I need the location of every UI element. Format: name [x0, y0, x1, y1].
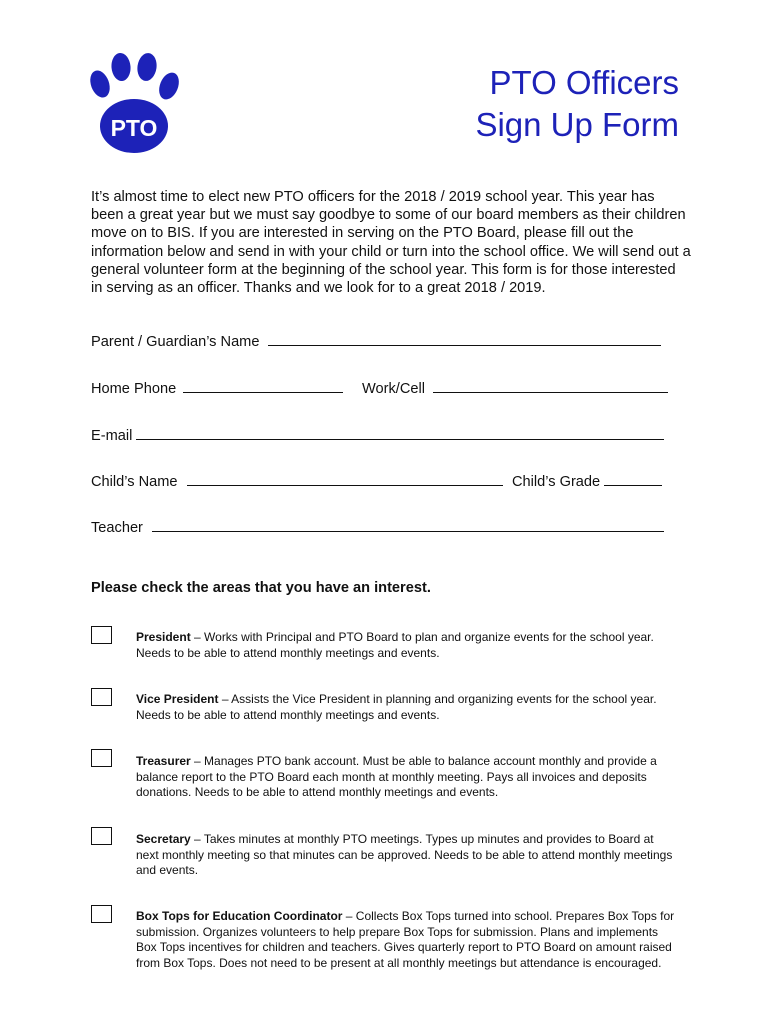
home-phone-row — [91, 378, 343, 398]
home-phone-label: Home Phone — [91, 381, 177, 397]
teacher-row — [91, 517, 664, 537]
child-grade-label: Child’s Grade — [512, 474, 601, 490]
role-box-tops-coordinator — [136, 909, 676, 971]
paw-toe-2 — [110, 52, 131, 82]
interest-heading: Please check the areas that you have an interest. — [91, 580, 431, 596]
home-phone-field[interactable] — [183, 378, 343, 393]
box-tops-checkbox[interactable] — [91, 905, 112, 923]
guardian-name-field[interactable] — [268, 331, 661, 346]
work-cell-field[interactable] — [433, 378, 668, 393]
vice-president-checkbox[interactable] — [91, 688, 112, 706]
work-cell-label: Work/Cell — [362, 381, 425, 397]
child-name-field[interactable] — [187, 471, 503, 486]
role-vice-president — [136, 692, 676, 723]
child-grade-row — [512, 471, 662, 491]
role-secretary — [136, 832, 676, 879]
secretary-checkbox[interactable] — [91, 827, 112, 845]
role-title: Secretary — [136, 832, 191, 846]
role-title: President — [136, 630, 191, 644]
treasurer-checkbox[interactable] — [91, 749, 112, 767]
role-title: Box Tops for Education Coordinator — [136, 909, 343, 923]
president-checkbox[interactable] — [91, 626, 112, 644]
email-label: E-mail — [91, 428, 133, 444]
intro-paragraph: It’s almost time to elect new PTO officers for the 2018 / 2019 school year. This year has been a great year but we must say goodbye to some of our board members as their children move on to BIS. If you are interested in serving on the PTO Board, please fill out the information below and send in with your child or turn into the school office. We will send out a general volunteer form at the beginning of the school year. This form is for those interested in serving as an officer. Thanks and we look for to a great 2018 / 2019. — [91, 189, 691, 297]
role-description: – Collects Box Tops turned into school. Prepares Box Tops for submission. Organizes volunteers to help prepare Box Tops for submission. Plans and implements Box Tops incentives for children and teachers. Gives quarterly report to PTO Board on amount raised from Box Tops. Does not need to be present at all monthly meetings but attendance is encouraged. — [136, 909, 675, 970]
logo-text: PTO — [110, 115, 158, 141]
role-description: – Takes minutes at monthly PTO meetings. Types up minutes and provides to Board at next monthly meeting so that minutes can be approved. Needs to be able to attend monthly meetings and events. — [136, 832, 673, 878]
guardian-name-label: Parent / Guardian’s Name — [91, 334, 260, 350]
role-title: Treasurer — [136, 754, 191, 768]
paw-toe-4 — [155, 70, 182, 103]
child-name-row — [91, 471, 503, 491]
teacher-label: Teacher — [91, 520, 143, 536]
paw-print-logo — [86, 52, 190, 156]
form-title — [475, 62, 679, 146]
paw-toe-1 — [87, 68, 113, 100]
work-cell-row — [362, 378, 668, 398]
title-line-2: Sign Up Form — [475, 106, 679, 143]
guardian-name-row — [91, 331, 661, 351]
role-description: – Manages PTO bank account. Must be able to balance account monthly and provide a balance report to the PTO Board each month at monthly meeting. Pays all invoices and deposits donations. Needs to be able to attend monthly meetings and events. — [136, 754, 657, 800]
role-description: – Assists the Vice President in planning and organizing events for the school year. Needs to be able to attend monthly meetings and events. — [136, 692, 657, 722]
role-title: Vice President — [136, 692, 219, 706]
title-line-1: PTO Officers — [489, 64, 679, 101]
teacher-field[interactable] — [152, 517, 664, 532]
role-description: – Works with Principal and PTO Board to plan and organize events for the school year. Needs to be able to attend monthly meetings and events. — [136, 630, 654, 660]
child-grade-field[interactable] — [604, 471, 662, 486]
email-field[interactable] — [136, 425, 664, 440]
role-president — [136, 630, 676, 661]
role-treasurer — [136, 754, 676, 801]
paw-toe-3 — [136, 52, 159, 82]
email-row — [91, 425, 664, 445]
child-name-label: Child’s Name — [91, 474, 178, 490]
